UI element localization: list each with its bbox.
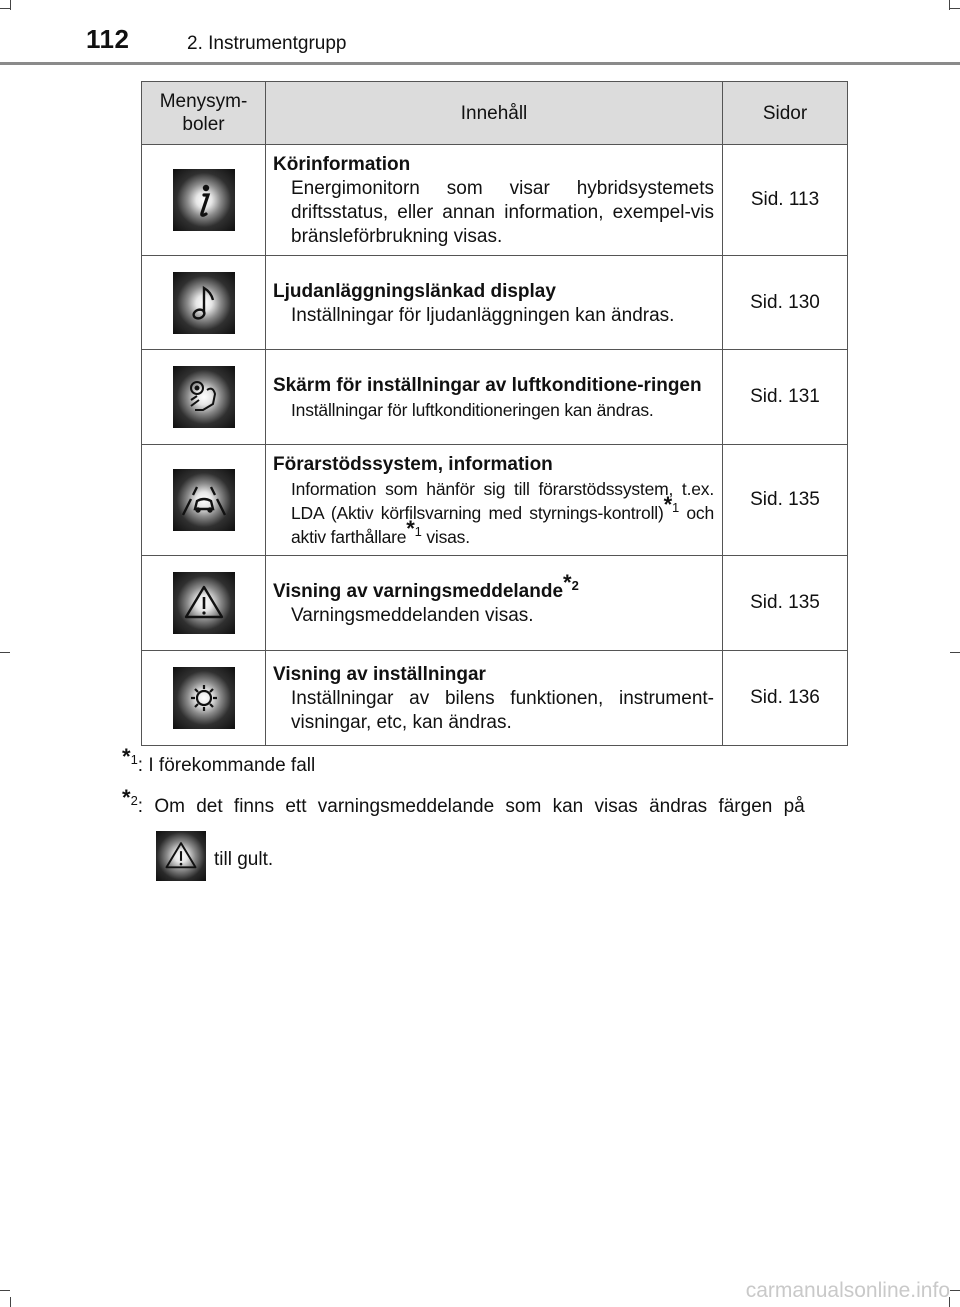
driver-assist-car-icon [173,469,235,531]
description-text: visas. [421,527,470,547]
warning-triangle-icon [156,831,206,881]
section-title: 2. Instrumentgrupp [187,33,347,54]
footnote-star: * [663,492,672,518]
crop-mark [10,1297,11,1307]
page-reference: Sid. 135 [723,556,848,651]
footnote-star: * [563,569,572,595]
page-reference: Sid. 135 [723,445,848,556]
table-row [142,256,848,350]
item-title: Körinformation [273,154,411,175]
description-text: och aktiv farthållare [291,503,714,547]
footnote-ref: 2 [571,577,579,593]
page-number: 112 [86,24,130,54]
header-symbols: Menysym- boler [142,82,266,145]
footnote-star: * [406,516,415,542]
item-description: Inställningar för luftkonditioneringen kan ändras. [291,400,654,420]
item-title [273,569,714,604]
footnote-star: * [122,784,131,810]
table-row [142,145,848,256]
music-note-icon [173,272,235,334]
item-description: Inställningar av bilens funktionen, instrument-visningar, etc, kan ändras. [291,688,714,733]
crop-mark [0,652,10,653]
climate-fan-icon [173,366,235,428]
table-row [142,350,848,445]
table-row [142,651,848,746]
footnote-1 [122,743,316,777]
settings-gear-icon [173,667,235,729]
footnote-number: 1 [130,751,138,767]
page-header [0,0,960,64]
crop-mark [0,1290,10,1291]
crop-mark [950,652,960,653]
item-title: Visning av inställningar [273,664,486,685]
item-description: Varningsmeddelanden visas. [291,605,534,626]
info-icon [173,169,235,231]
description-text: Information som hänför sig till förarstödssystem, t.ex. LDA (Aktiv körfilsvarning med styrnings-kontroll) [291,479,714,523]
footnote-2 [122,784,842,818]
page-reference: Sid. 136 [723,651,848,746]
table-row [142,445,848,556]
crop-mark [950,1290,960,1291]
header-divider [0,62,960,65]
menu-symbols-table [141,81,848,746]
item-title: Förarstödssystem, information [273,454,553,475]
table-row [142,556,848,651]
item-title: Ljudanläggningslänkad display [273,280,556,302]
footnote-text: : Om det finns ett varningsmeddelande som kan visas ändras färgen på [137,796,805,817]
warning-triangle-icon [173,572,235,634]
header-pages: Sidor [723,82,848,145]
item-description [273,477,714,549]
footnote-star: * [122,743,131,769]
page-reference: Sid. 131 [723,350,848,445]
table-header-row [142,82,848,145]
footnote-text: : I förekommande fall [137,755,316,776]
watermark: carmanualsonline.info [745,1279,950,1302]
item-title: Skärm för inställningar av luftkonditione-ringen [273,375,702,396]
item-description: Inställningar för ljudanläggningen kan ändras. [291,304,675,326]
footnote-2-tail: till gult. [214,849,274,870]
footnote-ref: 1 [414,524,422,540]
header-content: Innehåll [266,82,723,145]
footnote-number: 2 [130,792,138,808]
page-reference: Sid. 113 [723,145,848,256]
item-title-text: Visning av varningsmeddelande [273,581,564,602]
item-description: Energimonitorn som visar hybridsystemets driftsstatus, eller annan information, exempel-vis bränsleförbrukning visas. [291,178,714,247]
footnote-ref: 1 [671,500,679,516]
page-reference: Sid. 130 [723,256,848,350]
